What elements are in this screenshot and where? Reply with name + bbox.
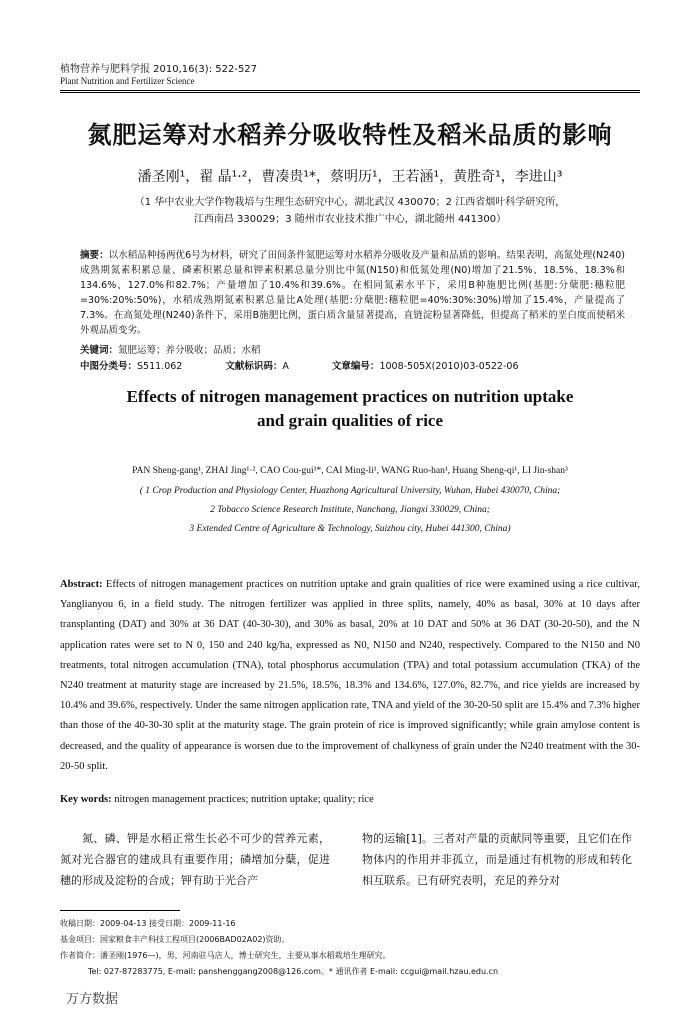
abstract-en-label: Abstract: <box>60 579 103 590</box>
footnote-rule <box>60 910 180 911</box>
abstract-cn-text: 以水稻品种扬两优6号为材料，研究了田间条件氮肥运筹对水稻养分吸收及产量和品质的影响。结果表明，高氮处理(N240)成熟期氮素积累总量、磷素积累总量和钾素积累总量分别比中氮(N150)和低氮处理(N0)增加了21.5%、18.5%、18.3%和134.6%、127.0%和82.7%；产量增加了10.4%和39.6%。在相同氮素水平下，采用B种施肥比例(基肥:分蘖肥:穗粒肥=30%:20%:50%)，水稻成熟期氮素积累总量比A处理(基肥:分蘖肥:穗粒肥=40%:30%:30%)增加了15.4%，产量提高了7.3%。在高氮处理(N240)条件下，采用B施肥比例，蛋白质含量显著提高，直链淀粉显著降低，但提高了稻米的垩白度而使稻米外观品质变劣。 <box>80 250 625 336</box>
title-en-line-2: and grain qualities of rice <box>256 411 444 430</box>
doc-value: A <box>282 361 289 372</box>
doc-label: 文献标识码： <box>225 361 283 372</box>
title-en-line-1: Effects of nitrogen management practices on nutrition uptake <box>126 387 574 406</box>
authors-en: PAN Sheng-gang¹, ZHAI Jing¹·², CAO Cou-gui¹*, CAI Ming-li¹, WANG Ruo-han¹, Huang Sheng-qi¹, LI Jin-shan³ <box>132 466 568 476</box>
abstract-en <box>60 575 640 777</box>
keywords-en-label: Key words: <box>60 794 112 805</box>
abstract-cn-label: 摘要： <box>80 250 109 261</box>
abstract-en-text: Effects of nitrogen management practices on nutrition uptake and grain qualities of rice were examined using a rice cultivar, Yanglianyou 6, in a field study. The nitrogen fertilizer was applied in three splits, namely, 40% as basal, 30% at 10 days after transplanting (DAT) and 30% at 36 DAT (40-30-30), and 30% as basal, 20% at 10 DAT and 50% at 36 DAT (30-20-50), and the N application rates were set to N 0, 150 and 240 kg/ha, expressed as N0, N150 and N240, respectively. Compared to the N150 and N0 treatments, total nitrogen accumulation (TNA), total phosphorus accumulation (TPA) and total potassium accumulation (TKA) of the N240 treatment at maturity stage are increased by 21.5%, 18.5%, 18.3% and 134.6%, 127.0%, 82.7%, and rice yields are increased by 10.4% and 39.6%, respectively. Under the same nitrogen application rate, TNA and yield of the 30-20-50 split are 15.4% and 7.3% higher than those of the 40-30-30 split at the maturity stage. The grain protein of rice is improved significantly; while grain amylose content is decreased, and the quality of appearance is worsen due to the improvement of chalkyness of grain under the N240 treatment with the 30-20-50 split. <box>60 579 640 772</box>
keywords-cn <box>80 342 261 356</box>
clc-value: S511.062 <box>137 361 183 372</box>
keywords-cn-text: 氮肥运筹；养分吸收；品质；水稻 <box>118 345 261 356</box>
journal-header-cn: 植物营养与肥料学报 2010,16(3): 522-527 <box>60 64 258 75</box>
affiliation-en-2: 2 Tobacco Science Research Institute, Nanchang, Jiangxi 330029, China; <box>210 505 490 515</box>
clc-label: 中图分类号： <box>80 361 138 372</box>
authors-cn: 潘圣刚¹，翟 晶¹·²，曹凑贵¹*，蔡明历¹，王若涵¹，黄胜奇¹，李进山³ <box>137 169 563 185</box>
watermark: 万方数据 <box>66 992 119 1007</box>
article-value: 1008-505X(2010)03-0522-06 <box>379 361 519 372</box>
title-cn: 氮肥运筹对水稻养分吸收特性及稻米品质的影响 <box>87 121 613 149</box>
journal-header-en: Plant Nutrition and Fertilizer Science <box>60 76 195 86</box>
abstract-cn <box>80 248 625 338</box>
body-column-right: 物的运输[1]。三者对产量的贡献同等重要，且它们在作物体内的作用并非孤立，而是通过有机物的形成和转化相互联系。已有研究表明，充足的养分对 <box>362 832 632 887</box>
affiliation-en-3: 3 Extended Centre of Agriculture & Technology, Suizhou city, Hubei 441300, China) <box>189 524 511 534</box>
body-column-left: 氮、磷、钾是水稻正常生长必不可少的营养元素，氮对光合器官的建成具有重要作用；磷增加分蘖，促进穗的形成及淀粉的合成；钾有助于光合产 <box>60 832 330 887</box>
affiliation-en-1: ( 1 Crop Production and Physiology Center, Huazhong Agricultural University, Wuhan, Hubei 430070, China; <box>139 486 561 496</box>
footnote-author: 作者简介：潘圣刚(1976—)，男，河南驻马店人，博士研究生，主要从事水稻栽培生理研究。 <box>60 951 391 960</box>
affiliation-cn-2: 江西南昌 330029；3 随州市农业技术推广中心，湖北随州 441300） <box>193 214 507 225</box>
article-label: 文章编号： <box>331 361 380 372</box>
header-rule-thin <box>60 92 640 93</box>
footnote-contact: Tel: 027-87283775, E-mail: panshenggang2008@126.com。* 通讯作者 E-mail: ccgui@mail.hzau.edu.cn <box>88 967 499 976</box>
title-en <box>60 385 640 433</box>
keywords-cn-label: 关键词： <box>80 345 119 356</box>
footnote-fund: 基金项目：国家粮食丰产科技工程项目(2006BAD02A02)资助。 <box>60 935 290 944</box>
footnote-received: 收稿日期：2009-04-13 接受日期：2009-11-16 <box>60 919 236 928</box>
header-rule <box>60 90 640 91</box>
keywords-en-text: nitrogen management practices; nutrition uptake; quality; rice <box>114 794 374 805</box>
classification-cn <box>80 358 625 372</box>
keywords-en <box>60 794 640 805</box>
affiliation-cn-1: （1 华中农业大学作物栽培与生理生态研究中心，湖北武汉 430070；2 江西省烟叶科学研究所， <box>134 197 566 208</box>
